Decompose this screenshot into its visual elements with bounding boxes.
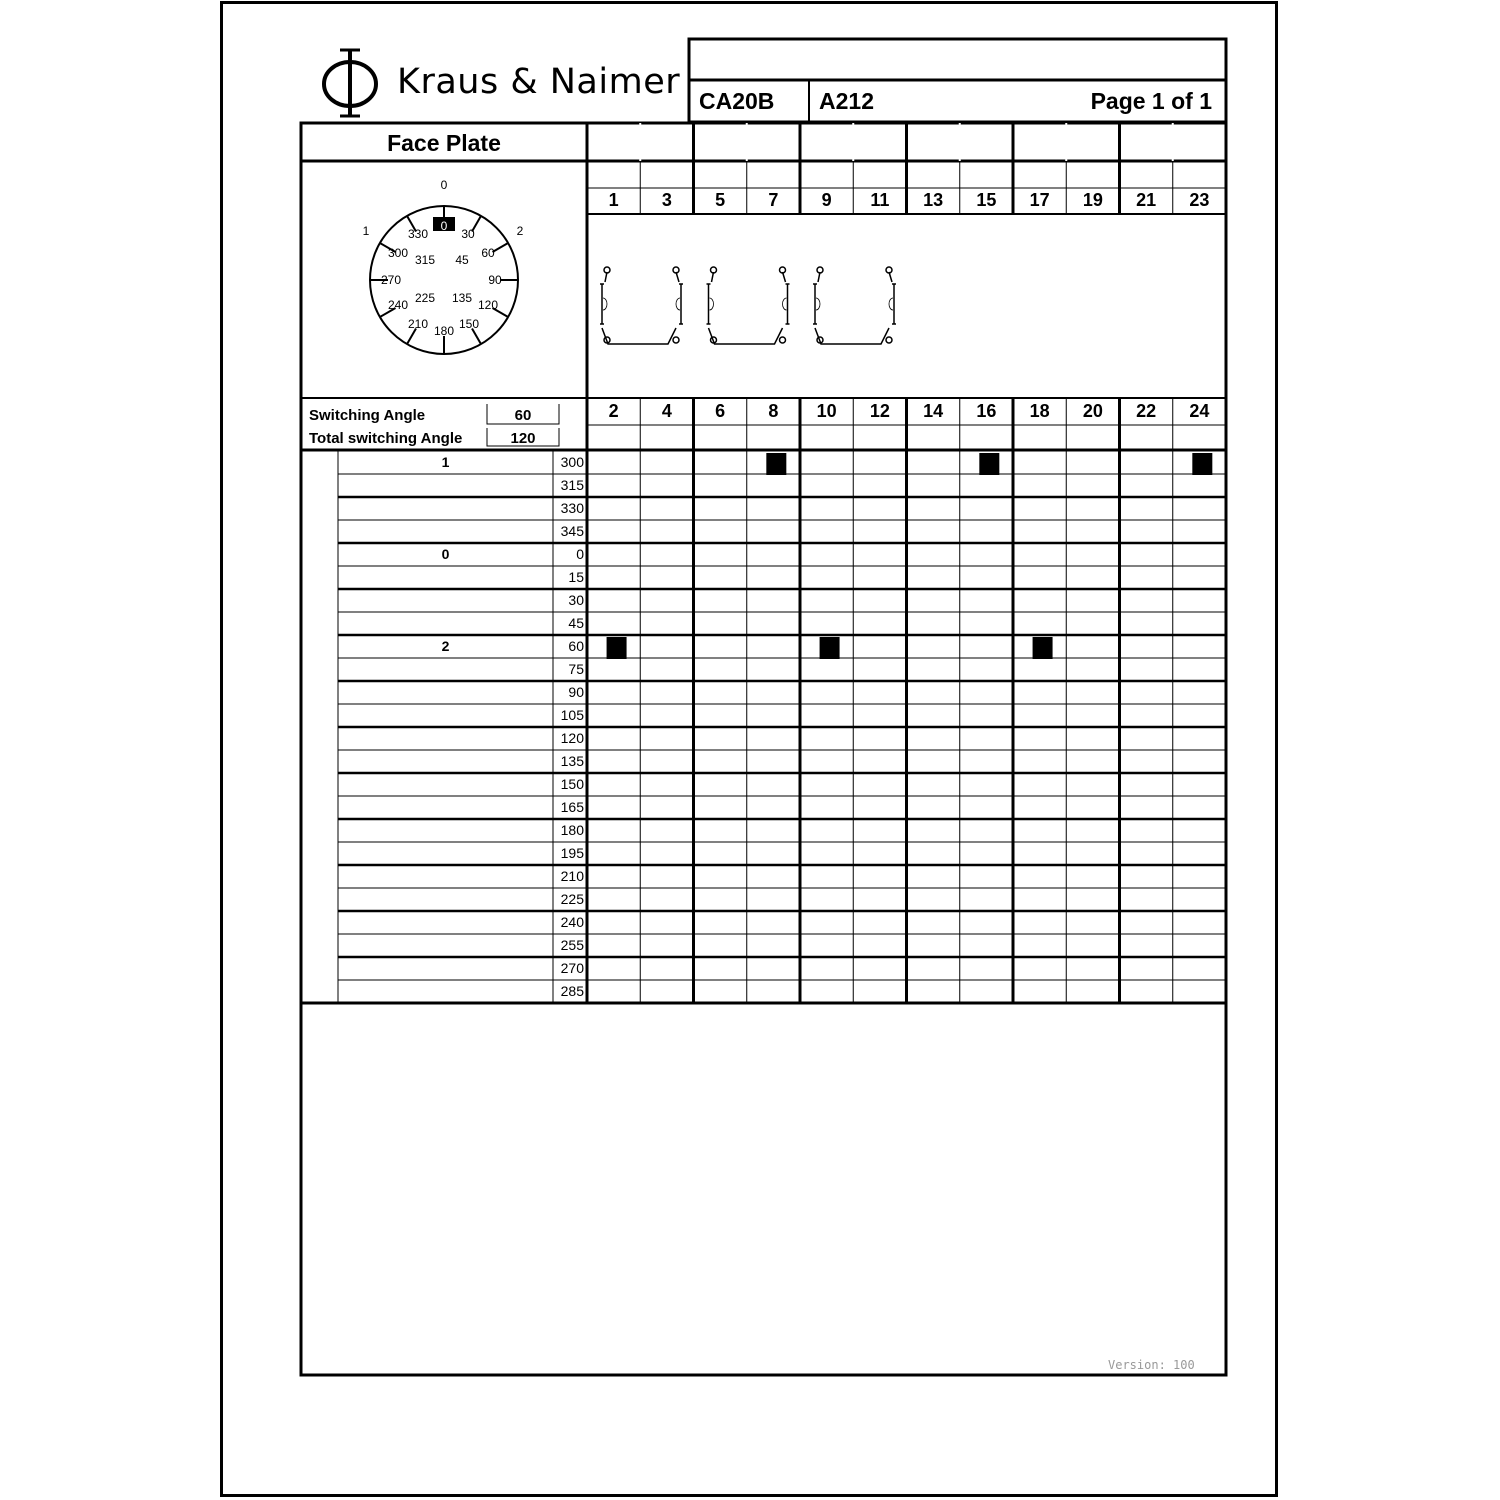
angle-cell: 255 (560, 937, 584, 953)
angle-cell: 315 (560, 477, 584, 493)
terminal-top-label: 7 (768, 190, 779, 210)
dial-angle-label: 270 (380, 273, 402, 287)
angle-cell: 165 (560, 799, 584, 815)
terminal-top-label: 1 (608, 190, 619, 210)
terminal-bottom-label: 12 (869, 401, 890, 421)
terminal-bottom-label: 20 (1082, 401, 1103, 421)
position-label: 2 (441, 638, 450, 654)
terminal-top-label: 5 (715, 190, 726, 210)
total-switching-angle-value: 120 (510, 430, 536, 447)
terminal-bottom-label: 6 (715, 401, 726, 421)
program-code: A212 (819, 88, 874, 114)
switching-angle-value: 60 (514, 407, 532, 424)
terminal-top-label: 21 (1136, 190, 1157, 210)
page-indicator: Page 1 of 1 (1090, 88, 1212, 114)
terminal-top-label: 11 (870, 190, 890, 210)
contact-diagram (590, 260, 910, 360)
contact-closed-mark (820, 637, 840, 659)
dial-angle-label: 45 (455, 253, 469, 267)
terminal-bottom-label: 18 (1029, 401, 1050, 421)
dial-angle-label: 30 (461, 227, 475, 241)
terminal-bottom-label: 2 (608, 401, 619, 421)
terminal-bottom-label: 10 (816, 401, 837, 421)
angle-cell: 150 (560, 776, 584, 792)
angle-cell: 345 (560, 523, 584, 539)
terminal-top-label: 13 (923, 190, 944, 210)
terminal-bottom-label: 14 (923, 401, 944, 421)
contact-closed-mark (1192, 453, 1212, 475)
face-plate-title: Face Plate (387, 130, 501, 156)
dial-position-label: 1 (362, 224, 370, 238)
position-label: 1 (441, 454, 450, 470)
terminal-bottom-label: 16 (976, 401, 997, 421)
dial-angle-label: 225 (414, 291, 436, 305)
dial-angle-label: 210 (407, 317, 429, 331)
angle-cell: 300 (560, 454, 584, 470)
angle-cell: 285 (560, 983, 584, 999)
terminal-bottom-label: 8 (768, 401, 779, 421)
dial-angle-label: 0 (440, 219, 448, 233)
angle-cell: 225 (560, 891, 584, 907)
angle-cell: 105 (560, 707, 584, 723)
contact-closed-mark (607, 637, 627, 659)
dial-angle-label: 240 (387, 298, 409, 312)
terminal-top-label: 9 (821, 190, 832, 210)
terminal-top-label: 17 (1029, 190, 1050, 210)
dial-position-label: 0 (440, 178, 448, 192)
switching-angle-label: Switching Angle (309, 407, 426, 424)
terminal-top-label: 3 (661, 190, 672, 210)
angle-cell: 30 (568, 592, 584, 608)
dial-angle-label: 60 (481, 246, 495, 260)
angle-cell: 330 (560, 500, 584, 516)
contact-closed-mark (979, 453, 999, 475)
angle-cell: 45 (568, 615, 584, 631)
angle-cell: 15 (568, 569, 584, 585)
dial-angle-label: 300 (387, 246, 409, 260)
terminal-top-label: 23 (1189, 190, 1210, 210)
angle-cell: 210 (560, 868, 584, 884)
dial-angle-label: 315 (414, 253, 436, 267)
terminal-bottom-label: 24 (1189, 401, 1210, 421)
angle-cell: 195 (560, 845, 584, 861)
brand-name: Kraus & Naimer (397, 62, 681, 102)
angle-cell: 60 (568, 638, 584, 654)
terminal-top-label: 19 (1082, 190, 1103, 210)
dial-angle-label: 180 (433, 324, 455, 338)
angle-cell: 135 (560, 753, 584, 769)
dial-angle-label: 135 (451, 291, 473, 305)
angle-cell: 120 (560, 730, 584, 746)
terminal-bottom-label: 4 (661, 401, 672, 421)
terminal-top-label: 15 (976, 190, 997, 210)
dial-position-label: 2 (516, 224, 524, 238)
contact-closed-mark (766, 453, 786, 475)
angle-cell: 180 (560, 822, 584, 838)
dial-angle-label: 90 (488, 273, 502, 287)
angle-cell: 90 (568, 684, 584, 700)
total-switching-angle-label: Total switching Angle (309, 430, 463, 447)
dial-angle-label: 150 (458, 317, 480, 331)
position-label: 0 (441, 546, 450, 562)
version-label: Version: 100 (1108, 1358, 1195, 1372)
terminal-bottom-label: 22 (1136, 401, 1157, 421)
contact-closed-mark (1033, 637, 1053, 659)
angle-cell: 240 (560, 914, 584, 930)
model-number: CA20B (699, 88, 775, 114)
dial-angle-label: 120 (477, 298, 499, 312)
dial-angle-label: 330 (407, 227, 429, 241)
angle-cell: 0 (576, 546, 584, 562)
angle-cell: 75 (568, 661, 584, 677)
angle-cell: 270 (560, 960, 584, 976)
